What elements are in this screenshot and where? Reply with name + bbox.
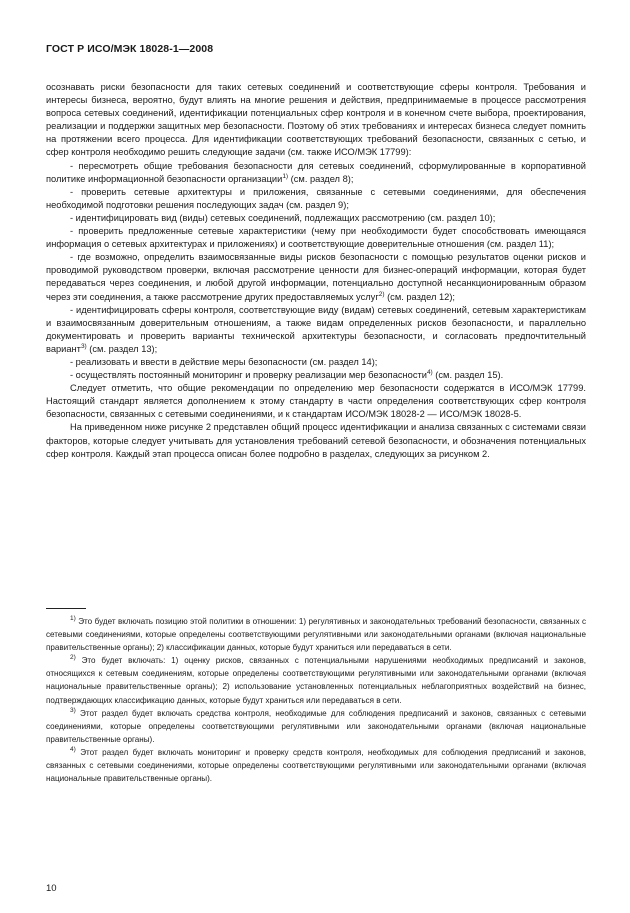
footnote-mark: 3)	[70, 706, 76, 714]
footnote-mark: 4)	[70, 745, 76, 753]
footnote-ref: 4)	[426, 369, 433, 377]
list-item: - пересмотреть общие требования безопасности для сетевых соединений, сформулированные в корпоративной политике информационной безопасности организации$^{1)}$ (см. раздел 8);	[46, 160, 586, 184]
footnote-ref: 2)	[378, 290, 385, 298]
list-item: - идентифицировать вид (виды) сетевых соединений, подлежащих рассмотрению (см. раздел 10);	[70, 212, 496, 223]
footnote: $^{4)}$ Этот раздел будет включать мониторинг и проверку средств контроля, необходимых для соблюдения предписаний и законов, связанных с сетевыми соединениями, которые определены соответствующими регулятивными или законодательными органами (включая национальные правительственные органы).	[46, 745, 586, 784]
main-text	[46, 81, 586, 461]
page-number: 10	[46, 883, 57, 894]
paragraph-intro: осознавать риски безопасности для таких сетевых соединений и соответствующие сферы контроля. Требования и интересы бизнеса, вероятно, будут влиять на многие решения и действия, предпринимаемые в процессе рассмотрения вопроса сетевых соединений, идентификации потенциальных сфер контроля и в конечном счете выбора, проектирования, реализации и поддержки защитных мер безопасности. Поэтому об этих требованиях и интересах бизнеса следует помнить на протяжении всего процесса. Для идентификации соответствующих требований безопасности, связанных с сетью, и сфер контроля необходимо решить следующие задачи (см. также ИСО/МЭК 17799):	[46, 82, 586, 158]
page-header: ГОСТ Р ИСО/МЭК 18028-1—2008	[46, 43, 214, 55]
footnotes	[46, 615, 586, 785]
footnote: $^{3)}$ Этот раздел будет включать средства контроля, необходимые для соблюдения предписаний и законов, связанных с сетевыми соединениями, которые определены соответствующими регулятивными или законодательными органами (включая национальные правительственные органы).	[46, 706, 586, 744]
paragraph-note: Следует отметить, что общие рекомендации по определению мер безопасности содержатся в ИСО/МЭК 17799. Настоящий стандарт является дополнением к этому стандарту в части определения соответствующих сфер контроля безопасности, связанных с сетевыми соединениями, и к стандартам ИСО/МЭК 18028-2 — ИСО/МЭК 18028-5.	[46, 383, 586, 420]
footnote-mark: 2)	[70, 654, 76, 662]
footnote: $^{1)}$ Это будет включать позицию этой политики в отношении: 1) регулятивных и законодательных требований безопасности, связанных с сетевыми соединениями, которые определены соответствующими регулятивными или законодательными органами (включая национальные правительственные органы); 2) классификации данных, которые будут храниться или передаваться в сети.	[46, 615, 586, 653]
list-item: - реализовать и ввести в действие меры безопасности (см. раздел 14);	[70, 356, 378, 367]
paragraph-figure-intro: На приведенном ниже рисунке 2 представлен общий процесс идентификации и анализа связанных с системами связи факторов, которые следует учитывать для установления требований сетевой безопасности, и обозначения потенциальных сфер контроля. Каждый этап процесса описан более подробно в разделах, следующих за рисунком 2.	[46, 422, 586, 459]
list-item: - проверить сетевые архитектуры и приложения, связанные с сетевыми соединениями, для обеспечения необходимой подготовки решения последующих задач (см. раздел 9);	[46, 186, 586, 210]
footnote-mark: 1)	[70, 615, 76, 622]
list-item: - осуществлять постоянный мониторинг и проверку реализации мер безопасности$^{4)}$ (см. раздел 15).	[70, 369, 504, 381]
footnote: $^{2)}$ Это будет включать: 1) оценку рисков, связанных с потенциальными нарушениями необходимых предписаний и законов, относящихся к сетевым соединениям, которые определены соответствующими регулятивными или законодательными органами (включая национальные правительственные органы); 2) использование установленных потенциальных неблагоприятных воздействий на бизнес, подтверждающих классификацию данных, которые будут храниться или передаваться в сети.	[46, 654, 586, 705]
footnote-ref: 3)	[80, 342, 87, 350]
list-item: - проверить предложенные сетевые характеристики (чему при необходимости будет способствовать имеющаяся информация о сетевых архитектурах и приложениях) и соответствующие доверительные отношения (см. раздел 11);	[46, 226, 586, 250]
list-item: - идентифицировать сферы контроля, соответствующие виду (видам) сетевых соединений, сетевым характеристикам и взаимосвязанным доверительным отношениям, а также видам определенных рисков безопасности, и параллельно документировать и проверить варианты технической архитектуры безопасности, и согласовать предпочтительный вариант$^{3)}$ (см. раздел 13);	[46, 304, 586, 354]
footnote-divider	[46, 608, 86, 609]
footnote-ref: 1)	[282, 172, 289, 180]
list-item: - где возможно, определить взаимосвязанные виды рисков безопасности с помощью результатов оценки рисков и проводимой руководством проверки, включая рассмотрение ценности для бизнес-операций информации, которая будет передаваться через соединения, и любой другой информации, потенциально доступной несанкционированным образом через эти соединения, а также рассмотрение других предоставляемых услуг$^{2)}$ (см. раздел 12);	[46, 252, 586, 302]
